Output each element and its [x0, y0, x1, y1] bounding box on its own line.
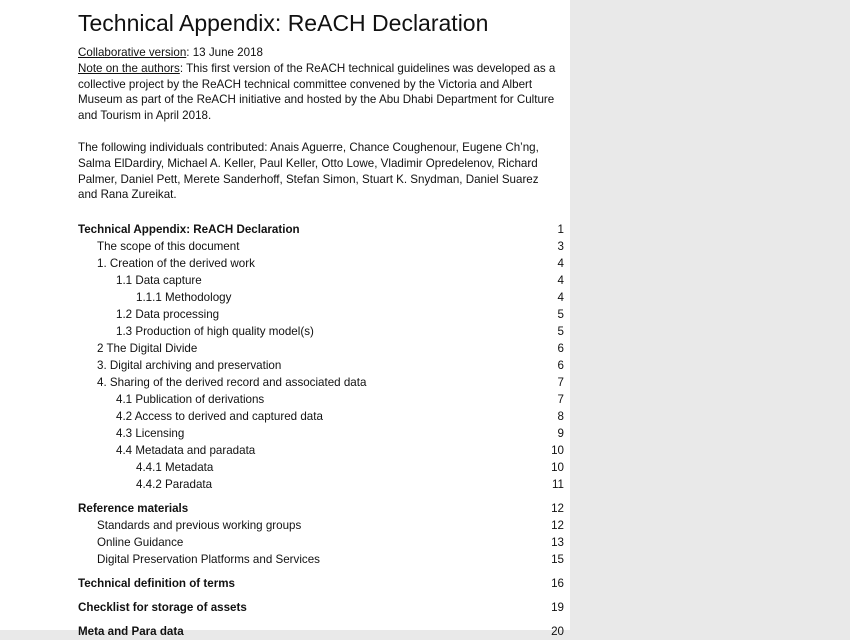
toc-entry-label[interactable]: 3. Digital archiving and preservation	[97, 359, 282, 372]
authors-text: : This first version of the ReACH technical guidelines was developed as a collective project by the ReACH technical committee convened by the Victoria and Albert Museum as part of the ReACH initiative and hosted by the Abu Dhabi Department for Culture and Tourism in April 2018.	[78, 61, 556, 123]
toc-entry-label[interactable]: 4.4 Metadata and paradata	[116, 444, 256, 457]
toc-entry-label[interactable]: 4. Sharing of the derived record and associated data	[97, 376, 367, 389]
toc-entry-page: 4	[557, 274, 564, 287]
paragraph-gap	[78, 124, 560, 140]
toc-entry-label[interactable]: 4.4.2 Paradata	[136, 478, 213, 491]
toc-entry-page: 5	[557, 308, 564, 321]
authors-label: Note on the authors	[78, 61, 180, 75]
toc-entry[interactable]	[78, 599, 564, 616]
toc-entry-page: 10	[551, 444, 564, 457]
toc-entry[interactable]	[78, 459, 564, 476]
toc-entry-label[interactable]: 1.1.1 Methodology	[136, 291, 232, 304]
toc-entry-label[interactable]: Meta and Para data	[78, 625, 184, 638]
toc-entry-page: 20	[551, 625, 564, 638]
toc-entry[interactable]	[78, 517, 564, 534]
toc-entry-page: 15	[551, 553, 564, 566]
toc-entry-label[interactable]: 1. Creation of the derived work	[97, 257, 255, 270]
toc-entry-page: 4	[557, 291, 564, 304]
toc-entry-label[interactable]: The scope of this document	[97, 240, 240, 253]
toc-entry-label[interactable]: Reference materials	[78, 502, 189, 515]
table-of-contents	[78, 221, 564, 640]
toc-entry[interactable]	[78, 391, 564, 408]
toc-entry-page: 12	[551, 519, 564, 532]
toc-entry-label[interactable]: Standards and previous working groups	[97, 519, 302, 532]
toc-entry[interactable]	[78, 551, 564, 568]
toc-entry-label[interactable]: Technical definition of terms	[78, 577, 235, 590]
toc-section-gap	[78, 592, 564, 599]
toc-entry-page: 5	[557, 325, 564, 338]
toc-entry[interactable]	[78, 575, 564, 592]
version-value: : 13 June 2018	[186, 46, 263, 59]
toc-entry-page: 3	[557, 240, 564, 253]
toc-entry-page: 6	[557, 359, 564, 372]
toc-entry[interactable]	[78, 374, 564, 391]
toc-entry-label[interactable]: 4.3 Licensing	[116, 427, 185, 440]
toc-section-gap	[78, 493, 564, 500]
toc-entry[interactable]	[78, 408, 564, 425]
toc-entry-label[interactable]: Online Guidance	[97, 536, 184, 549]
toc-entry-page: 10	[551, 461, 564, 474]
toc-entry-page: 6	[557, 342, 564, 355]
toc-entry-label[interactable]: 4.2 Access to derived and captured data	[116, 410, 323, 423]
toc-entry-page: 11	[551, 478, 564, 491]
toc-entry-page: 16	[551, 577, 564, 590]
toc-entry-page: 1	[557, 223, 564, 236]
toc-entry[interactable]	[78, 340, 564, 357]
document-meta	[78, 45, 560, 203]
toc-entry-page: 4	[557, 257, 564, 270]
toc-entry-label[interactable]: Digital Preservation Platforms and Services	[97, 553, 320, 566]
toc-entry[interactable]	[78, 442, 564, 459]
toc-entry-page: 8	[557, 410, 564, 423]
toc-entry[interactable]	[78, 238, 564, 255]
toc-entry-page: 13	[551, 536, 564, 549]
toc-section-gap	[78, 568, 564, 575]
contributors-paragraph: The following individuals contributed: Anais Aguerre, Chance Coughenour, Eugene Ch’ng, Salma ElDardiry, Michael A. Keller, Paul Keller, Otto Lowe, Vladimir Opredelenov, Richard Palmer, Daniel Pett, Merete Sanderhoff, Stefan Simon, Stuart K. Snydman, Daniel Suarez and Rana Zureikat.	[78, 140, 539, 202]
toc-entry[interactable]	[78, 623, 564, 640]
toc-entry-page: 19	[551, 601, 564, 614]
version-label: Collaborative version	[78, 46, 187, 59]
toc-entry[interactable]	[78, 357, 564, 374]
toc-entry[interactable]	[78, 323, 564, 340]
toc-entry[interactable]	[78, 289, 564, 306]
toc-entry-label[interactable]: 4.4.1 Metadata	[136, 461, 214, 474]
toc-entry[interactable]	[78, 255, 564, 272]
toc-entry-label[interactable]: 1.1 Data capture	[116, 274, 202, 287]
toc-entry-page: 7	[557, 393, 564, 406]
toc-entry[interactable]	[78, 476, 564, 493]
toc-entry-page: 7	[557, 376, 564, 389]
toc-entry-label[interactable]: 2 The Digital Divide	[97, 342, 198, 355]
toc-section-gap	[78, 616, 564, 623]
toc-entry-label[interactable]: 1.3 Production of high quality model(s)	[116, 325, 314, 338]
toc-entry[interactable]	[78, 534, 564, 551]
authors-note	[78, 61, 560, 124]
toc-entry-page: 12	[551, 502, 564, 515]
toc-entry[interactable]	[78, 306, 564, 323]
toc-entry[interactable]	[78, 500, 564, 517]
toc-entry-label[interactable]: 1.2 Data processing	[116, 308, 220, 321]
toc-entry-label[interactable]: Technical Appendix: ReACH Declaration	[78, 223, 300, 236]
toc-entry-label[interactable]: 4.1 Publication of derivations	[116, 393, 265, 406]
version-line	[78, 45, 560, 61]
document-title: Technical Appendix: ReACH Declaration	[78, 10, 489, 36]
toc-entry-page: 9	[557, 427, 564, 440]
toc-entry[interactable]	[78, 221, 564, 238]
toc-entry-label[interactable]: Checklist for storage of assets	[78, 601, 247, 614]
toc-entry[interactable]	[78, 425, 564, 442]
toc-entry[interactable]	[78, 272, 564, 289]
